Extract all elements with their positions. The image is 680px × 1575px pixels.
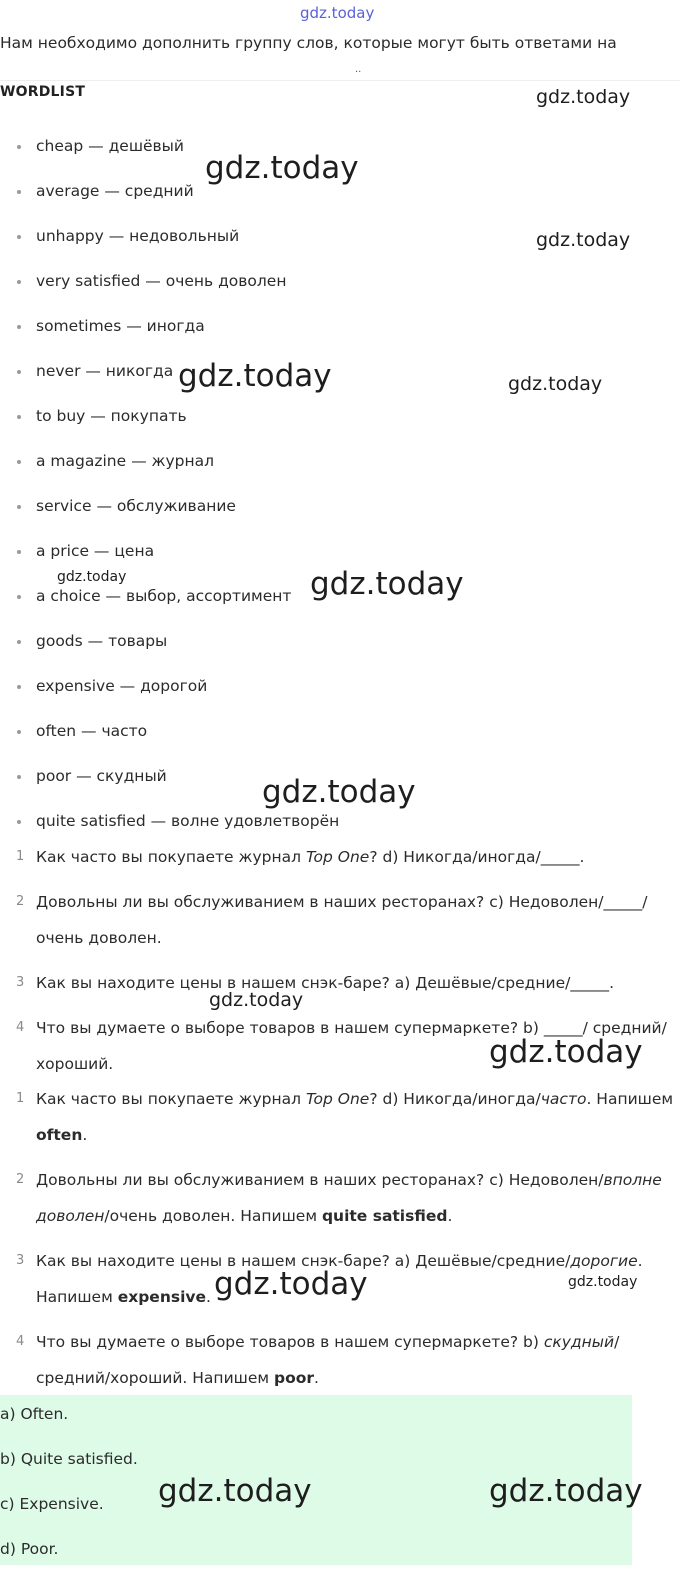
intro-text: Нам необходимо дополнить группу слов, которые могут быть ответами на [0,34,617,52]
list-item: very satisfied — очень доволен [0,259,339,304]
divider [0,80,680,81]
answer-line: d) Poor. [0,1540,59,1558]
list-item: poor — скудный [0,754,339,799]
answer-line: c) Expensive. [0,1495,104,1513]
bullet-icon [17,280,21,284]
list-item: a magazine — журнал [0,439,339,484]
question-item: 1 Как часто вы покупаете журнал Top One? d) Никогда/иногда/_____. [16,848,585,866]
watermark: gdz.today [178,358,332,394]
solution-item: 2 Довольны ли вы обслуживанием в наших ресторанах? c) Недоволен/вполне доволен/очень доволен. Напишем quite satisfied. [16,1171,662,1225]
ellipsis: .. [355,64,362,75]
question-item: 2 Довольны ли вы обслуживанием в наших ресторанах? c) Недоволен/_____/очень доволен. [16,893,648,947]
bullet-icon [17,595,21,599]
bullet-icon [17,550,21,554]
watermark: gdz.today [205,150,359,186]
watermark: gdz.today [209,989,304,1011]
list-item: to buy — покупать [0,394,339,439]
watermark: gdz.today [158,1473,312,1509]
bullet-icon [17,145,21,149]
list-item: service — обслуживание [0,484,339,529]
question-item: 3 Как вы находите цены в нашем снэк-баре? a) Дешёвые/средние/_____. [16,974,615,992]
solution-item: 1 Как часто вы покупаете журнал Top One? d) Никогда/иногда/часто. Напишем often. [16,1090,674,1144]
bullet-icon [17,820,21,824]
watermark: gdz.today [57,569,127,585]
watermark: gdz.today [489,1034,643,1070]
list-item: average — средний [0,169,339,214]
list-item: expensive — дорогой [0,664,339,709]
watermark: gdz.today [262,774,416,810]
bullet-icon [17,370,21,374]
list-item: never — никогда [0,349,339,394]
answer-line: b) Quite satisfied. [0,1450,138,1468]
watermark: gdz.today [489,1473,643,1509]
list-item: unhappy — недовольный [0,214,339,259]
wordlist [0,124,339,844]
bullet-icon [17,640,21,644]
watermark: gdz.today [568,1274,638,1290]
solution-list [0,1081,680,1405]
bullet-icon [17,415,21,419]
list-item: goods — товары [0,619,339,664]
bullet-icon [17,460,21,464]
solution-item: 4 Что вы думаете о выборе товаров в нашем супермаркете? b) скудный/ средний/хороший. Напишем poor. [16,1333,620,1387]
bullet-icon [17,775,21,779]
list-item: sometimes — иногда [0,304,339,349]
bullet-icon [17,685,21,689]
watermark-top: gdz.today [300,4,375,22]
bullet-icon [17,325,21,329]
list-item: often — часто [0,709,339,754]
list-item: a price — цена [0,529,339,574]
list-item: cheap — дешёвый [0,124,339,169]
watermark: gdz.today [536,229,631,251]
watermark: gdz.today [536,86,631,108]
wordlist-title: WORDLIST [0,84,86,100]
watermark: gdz.today [310,566,464,602]
watermark: gdz.today [508,373,603,395]
question-item: 4 Что вы думаете о выборе товаров в нашем супермаркете? b) _____/ средний/хороший. [16,1019,667,1073]
list-item: quite satisfied — волне удовлетворён [0,799,339,844]
bullet-icon [17,505,21,509]
answer-line: a) Often. [0,1405,69,1423]
bullet-icon [17,730,21,734]
watermark: gdz.today [214,1266,368,1302]
solution-item: 3 Как вы находите цены в нашем снэк-баре? a) Дешёвые/средние/дорогие. Напишем expensive. [16,1252,643,1306]
bullet-icon [17,235,21,239]
bullet-icon [17,190,21,194]
list-item: a choice — выбор, ассортимент [0,574,339,619]
